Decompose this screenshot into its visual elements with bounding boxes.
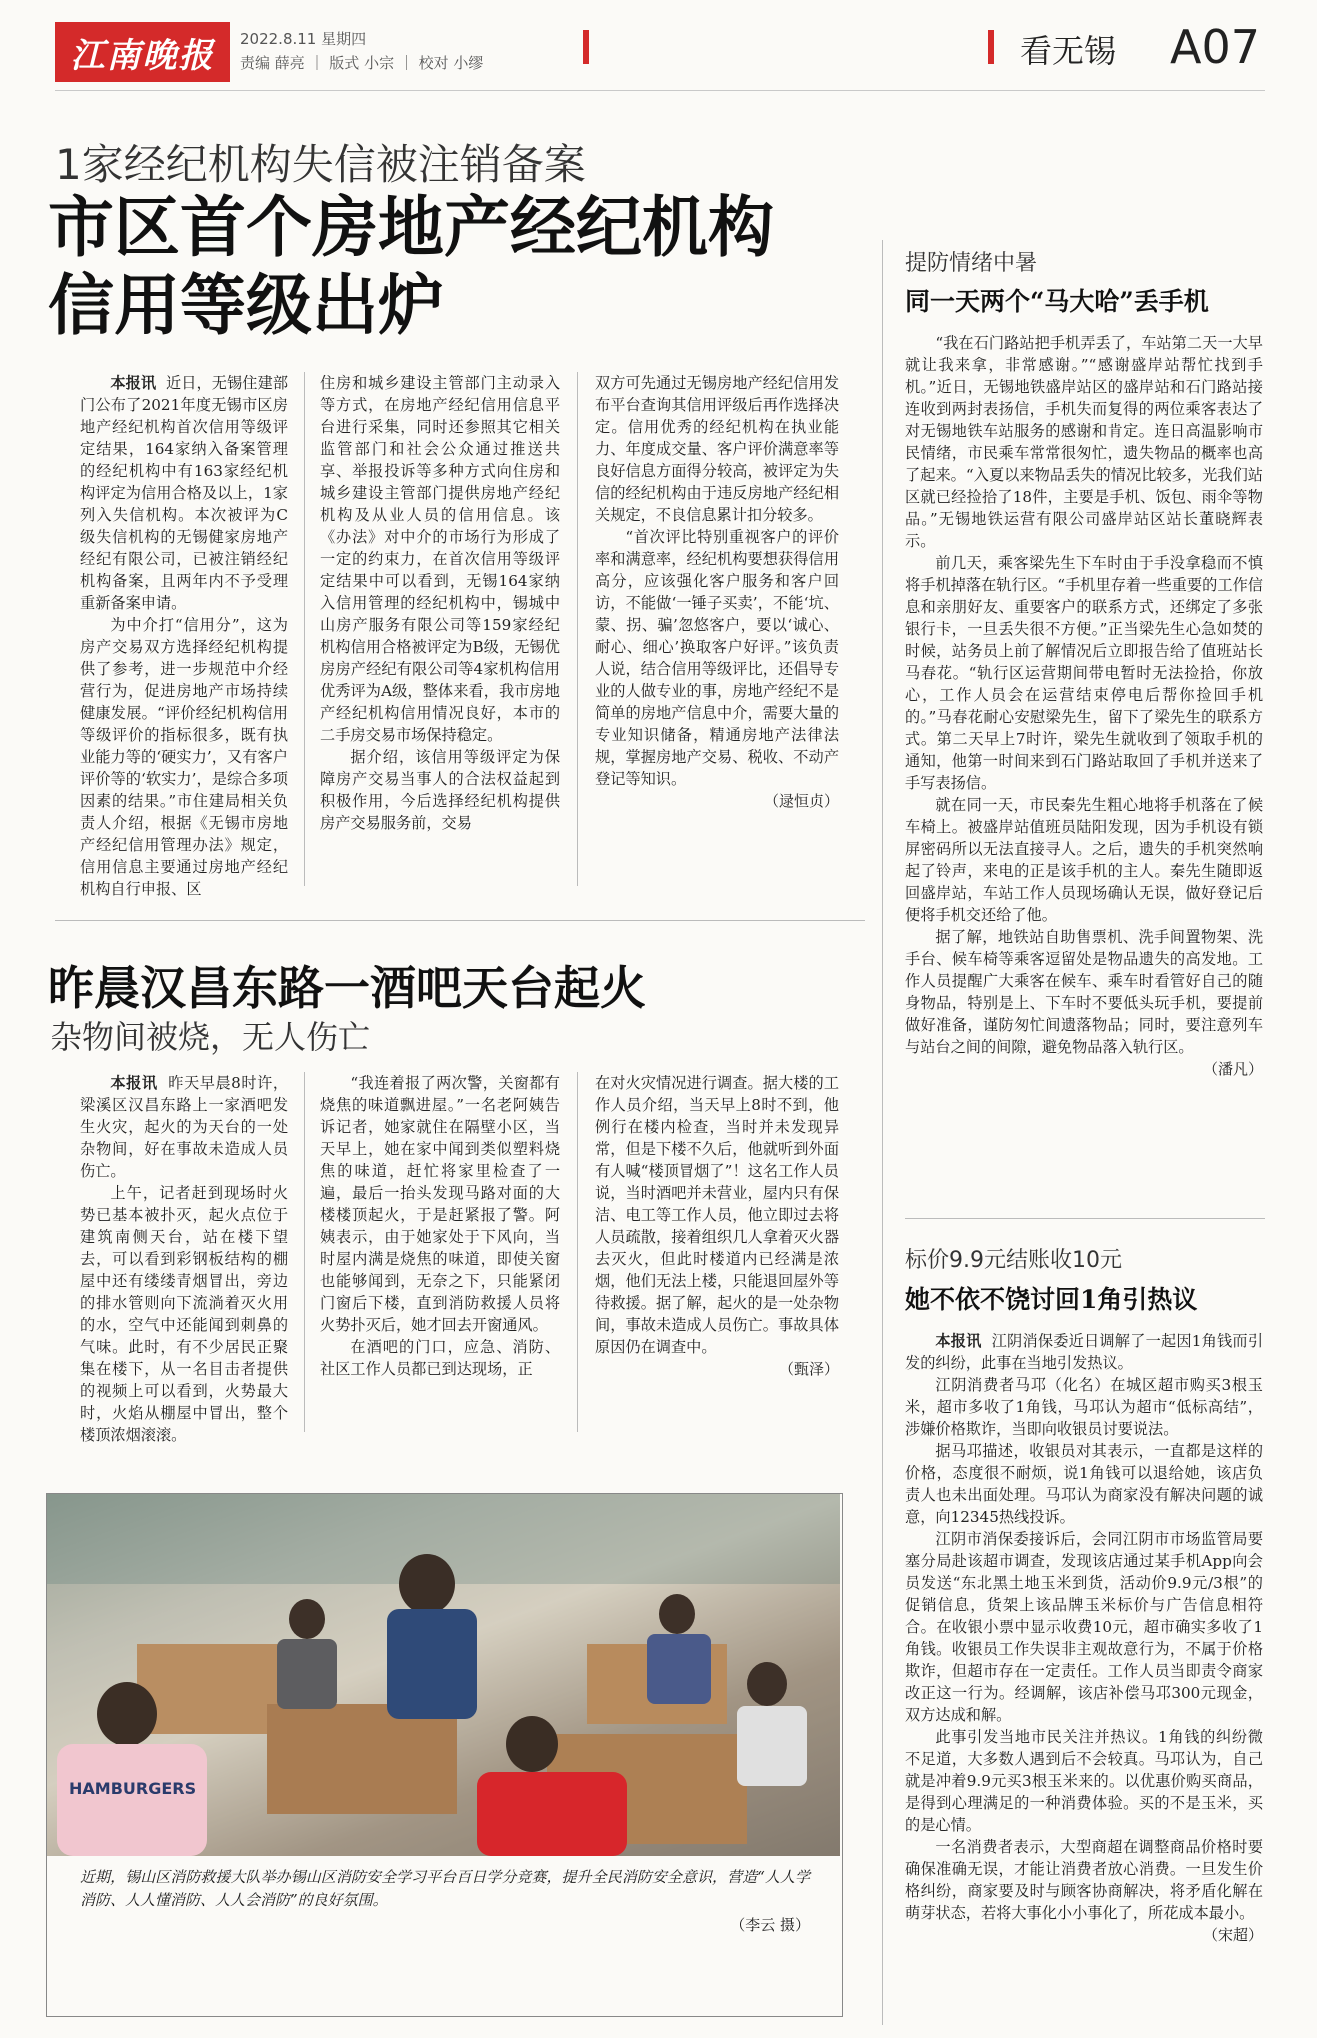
page-number: A07 (1170, 20, 1261, 74)
article1-byline: （逯恒贞） (763, 792, 839, 810)
shirt-text: HAMBURGERS (69, 1779, 197, 1798)
article1-column-3 (595, 372, 839, 812)
article1-col3-text: 双方可先通过无锡房地产经纪信用发布平台查询其信用评级后再作选择决定。信用优秀的经纪机构在执业能力、年度成交量、客户评价满意率等良好信息方面得分较高，被评定为失信的经纪机构由于违反房地产经纪相关规定，不良信息累计扣分较多。 (595, 374, 839, 524)
article4-p6: 一名消费者表示，大型商超在调整商品价格时要确保准确无误，才能让消费者放心消费。一旦发生价格纠纷，商家要及时与顾客协商解决，将矛盾化解在萌芽状态，若将大事化小小事化了，所花成本最小。 (905, 1838, 1263, 1922)
article4-body (905, 1330, 1263, 1946)
article1-col2-text: 住房和城乡建设主管部门主动录入等方式，在房地产经纪信用信息平台进行采集，同时还参照其它相关监管部门和社会公众通过推送共享、举报投诉等多种方式向住房和城乡建设主管部门提供房地产经纪机构及从业人员的信用信息。该《办法》对中介的市场行为形成了一定的约束力，在首次信用等级评定结果中可以看到，无锡164家纳入信用管理的经纪机构中，锡城中山房产服务有限公司等159家经纪机构信用合格被评定为B级，无锡优房房产经纪有限公司等4家机构信用优秀评为A级，整体来看，我市房地产经纪机构信用情况良好，本市的二手房交易市场保持稳定。 (320, 374, 560, 744)
news-photo (47, 1494, 840, 1856)
article1-col3-p2: “首次评比特别重视客户的评价率和满意率，经纪机构要想获得信用高分，应该强化客户服务和客户回访，不能做‘一锤子买卖’，不能‘坑、蒙、拐、骗’忽悠客户，要以‘诚心、耐心、细心’换取客户好评。”该负责人说，结合信用等级评比，还倡导专业的人做专业的事，房地产经纪不是简单的房地产信息中介，需要大量的专业知识储备，精通房地产法律法规，掌握房地产交易、税收、不动产登记等知识。 (595, 528, 839, 788)
article3-p1: “我在石门路站把手机弄丢了，车站第二天一大早就让我来拿，非常感谢。”“感谢盛岸站帮忙找到手机。”近日，无锡地铁盛岸站区的盛岸站和石门路站接连收到两封表扬信，手机失而复得的两位乘客表达了对无锡地铁车站服务的感谢和肯定。连日高温影响市民情绪，市民乘车常常很匆忙，遗失物品的概率也高了起来。“入夏以来物品丢失的情况比较多，光我们站区就已经捡拾了18件，主要是手机、饭包、雨伞等物品。”无锡地铁运营有限公司盛岸站区站长董晓辉表示。 (905, 334, 1263, 550)
article3-p3: 就在同一天，市民秦先生粗心地将手机落在了候车椅上。被盛岸站值班员陆阳发现，因为手机设有锁屏密码所以无法直接寻人。之后，遗失的手机突然响起了铃声，来电的正是该手机的主人。秦先生随即返回盛岸站，车站工作人员现场确认无误，做好登记后便将手机交还给了他。 (905, 796, 1263, 924)
photo-illustration (47, 1494, 840, 1856)
right-column-divider (882, 240, 883, 2025)
article1-column-1 (80, 372, 288, 900)
article3-body (905, 332, 1263, 1080)
article-divider (55, 920, 865, 921)
article2-col2-text: “我连着报了两次警，关窗都有烧焦的味道飘进屋。”一名老阿姨告诉记者，她家就住在隔壁小区，当天早上，她在家中闻到类似塑料烧焦的味道，赶忙将家里检查了一遍，最后一抬头发现马路对面的大楼楼顶起火，于是赶紧报了警。阿姨表示，由于她家处于下风向，当时屋内满是烧焦的味道，即使关窗也能够闻到，无奈之下，只能紧闭门窗后下楼，直到消防救援人员将火势扑灭后，她才回去开窗通风。 (320, 1074, 560, 1334)
article2-column-2 (320, 1072, 560, 1380)
column-divider (577, 1072, 578, 1432)
article3-byline: （潘凡） (1202, 1060, 1263, 1078)
article2-column-3 (595, 1072, 839, 1380)
article1-col2-p2: 据介绍，该信用等级评定为保障房产交易当事人的合法权益起到积极作用，今后选择经纪机构提供房产交易服务前，交易 (320, 748, 560, 832)
article4-kicker: 标价9.9元结账收10元 (905, 1248, 1122, 1273)
article4-p2: 江阴消费者马邛（化名）在城区超市购买3根玉米，超市多收了1角钱，马邛认为超市“低标高结”，涉嫌价格欺诈，当即向收银员讨要说法。 (905, 1376, 1263, 1438)
photo-credit: （李云 摄） (730, 1916, 810, 1934)
article1-kicker: 1家经纪机构失信被注销备案 (55, 140, 586, 189)
article1-col1-p2: 为中介打“信用分”，这为房产交易双方选择经纪机构提供了参考，进一步规范中介经营行为，促进房地产市场持续健康发展。“评价经纪机构信用等级评价的指标很多，既有执业能力等的‘硬实力’，又有客户评价等的‘软实力’，是综合多项因素的结果。”市住建局相关负责人介绍，根据《无锡市房地产经纪信用管理办法》规定，信用信息主要通过房地产经纪机构自行申报、区 (80, 616, 288, 898)
section-title: 看无锡 (1020, 32, 1117, 70)
article2-byline: （甄泽） (778, 1360, 839, 1378)
article2-col3-text: 在对火灾情况进行调查。据大楼的工作人员介绍，当天早上8时不到，他例行在楼内检查，当时并未发现异常，但是下楼不久后，他就听到外面有人喊“楼顶冒烟了”！这名工作人员说，当时酒吧并未营业，屋内只有保洁、电工等工作人员，他立即过去将人员疏散，接着组织几人拿着灭火器去灭火，但此时楼道内已经满是浓烟，他们无法上楼，只能退回屋外等待救援。据了解，起火的是一处杂物间，事故未造成人员伤亡。事故具体原因仍在调查中。 (595, 1074, 839, 1356)
section-accent-bar (988, 30, 994, 64)
article3-headline: 同一天两个“马大哈”丢手机 (905, 287, 1209, 316)
article2-col1-p2: 上午，记者赶到现场时火势已基本被扑灭，起火点位于建筑南侧天台，站在楼下望去，可以看到彩钢板结构的棚屋中还有缕缕青烟冒出，旁边的排水管则向下流淌着灭火用的水，空气中还能闻到刺鼻的气味。此时，有不少居民正聚集在楼下，从一名目击者提供的视频上可以看到，火势最大时，火焰从棚屋中冒出，整个楼顶浓烟滚滚。 (80, 1184, 288, 1444)
article1-lead-tag: 本报讯 (110, 374, 157, 392)
column-divider (304, 1072, 305, 1432)
issue-date: 2022.8.11 星期四 (240, 30, 367, 48)
article2-headline: 昨晨汉昌东路一酒吧天台起火 (48, 961, 646, 1015)
article1-column-2 (320, 372, 560, 834)
article4-lead-tag: 本报讯 (935, 1332, 982, 1350)
article3-p4: 据了解，地铁站自助售票机、洗手间置物架、洗手台、候车椅等乘客逗留处是物品遗失的高发地。工作人员提醒广大乘客在候车、乘车时看管好自己的随身物品，特别是上、下车时不要低头玩手机，要提前做好准备，谨防匆忙间遗落物品；同时，要注意列车与站台之间的间隙，避免物品落入轨行区。 (905, 928, 1263, 1056)
article4-byline: （宋超） (1202, 1926, 1263, 1944)
article2-col1-text: 昨天早晨8时许，梁溪区汉昌东路上一家酒吧发生火灾，起火的为天台的一处杂物间，好在事故未造成人员伤亡。 (80, 1074, 289, 1180)
article2-column-1 (80, 1072, 288, 1446)
photo-caption: 近期，锡山区消防救援大队举办锡山区消防安全学习平台百日学分竞赛，提升全民消防安全意识，营造“人人学消防、人人懂消防、人人会消防”的良好氛围。 (80, 1868, 810, 1909)
article3-p2: 前几天，乘客梁先生下车时由于手没拿稳而不慎将手机掉落在轨行区。“手机里存着一些重要的工作信息和亲朋好友、重要客户的联系方式，还绑定了多张银行卡，一旦丢失很不方便。”正当梁先生心急如焚的时候，站务员上前了解情况后立即报告给了值班站长马春花。“轨行区运营期间带电暂时无法捡拾，你放心，工作人员会在运营结束停电后帮你捡回手机的。”马春花耐心安慰梁先生，留下了梁先生的联系方式。第二天早上7时许，梁先生就收到了领取手机的通知，他第一时间来到石门路站取回了手机并送来了手写表扬信。 (905, 554, 1263, 792)
editors-line: 责编 薛亮 ｜ 版式 小宗 ｜ 校对 小缪 (240, 54, 484, 72)
header-divider (55, 90, 1265, 91)
article1-headline (48, 188, 774, 344)
article-divider (905, 1218, 1265, 1219)
article2-subhead: 杂物间被烧，无人伤亡 (50, 1018, 371, 1056)
header-accent-bar (583, 30, 589, 64)
article2-col2-p2: 在酒吧的门口，应急、消防、社区工作人员都已到达现场，正 (320, 1338, 560, 1378)
newspaper-logo: 江南晚报 (55, 22, 230, 82)
article4-p5: 此事引发当地市民关注并热议。1角钱的纠纷微不足道，大多数人遇到后不会较真。马邛认为，自己就是冲着9.9元买3根玉米来的。以优惠价购买商品，是得到心理满足的一种消费体验。买的不是玉米，买的是心情。 (905, 1728, 1263, 1834)
article4-p4: 江阴市消保委接诉后，会同江阴市市场监管局要塞分局赴该超市调查，发现该店通过某手机App向会员发送“东北黑土地玉米到货，活动价9.9元/3根”的促销信息，货架上该品牌玉米标价与广告信息相符合。在收银小票中显示收费10元，超市确实多收了1角钱。收银员工作失误非主观故意行为，不属于价格欺诈，但超市存在一定责任。工作人员当即责令商家改正这一行为。经调解，该店补偿马邛300元现金，双方达成和解。 (905, 1530, 1263, 1724)
column-divider (577, 372, 578, 886)
article1-headline-line1: 市区首个房地产经纪机构 (48, 188, 774, 266)
article4-p3: 据马邛描述，收银员对其表示，一直都是这样的价格，态度很不耐烦，说1角钱可以退给她，该店负责人也未出面处理。马邛认为商家没有解决问题的诚意，向12345热线投诉。 (905, 1442, 1263, 1526)
column-divider (304, 372, 305, 886)
article1-col1-text: 近日，无锡住建部门公布了2021年度无锡市区房地产经纪机构首次信用等级评定结果，164家纳入备案管理的经纪机构中有163家经纪机构评定为信用合格及以上，1家列入失信机构。本次被评为C级失信机构的无锡健家房地产经纪有限公司，已被注销经纪机构备案，且两年内不予受理重新备案申请。 (80, 374, 289, 612)
article4-headline: 她不依不饶讨回1角引热议 (905, 1285, 1198, 1314)
article2-lead-tag: 本报讯 (110, 1074, 158, 1092)
article3-kicker: 提防情绪中暑 (905, 251, 1038, 276)
article1-headline-line2: 信用等级出炉 (48, 266, 444, 344)
article4-p1: 江阴消保委近日调解了一起因1角钱而引发的纠纷，此事在当地引发热议。 (905, 1332, 1264, 1372)
